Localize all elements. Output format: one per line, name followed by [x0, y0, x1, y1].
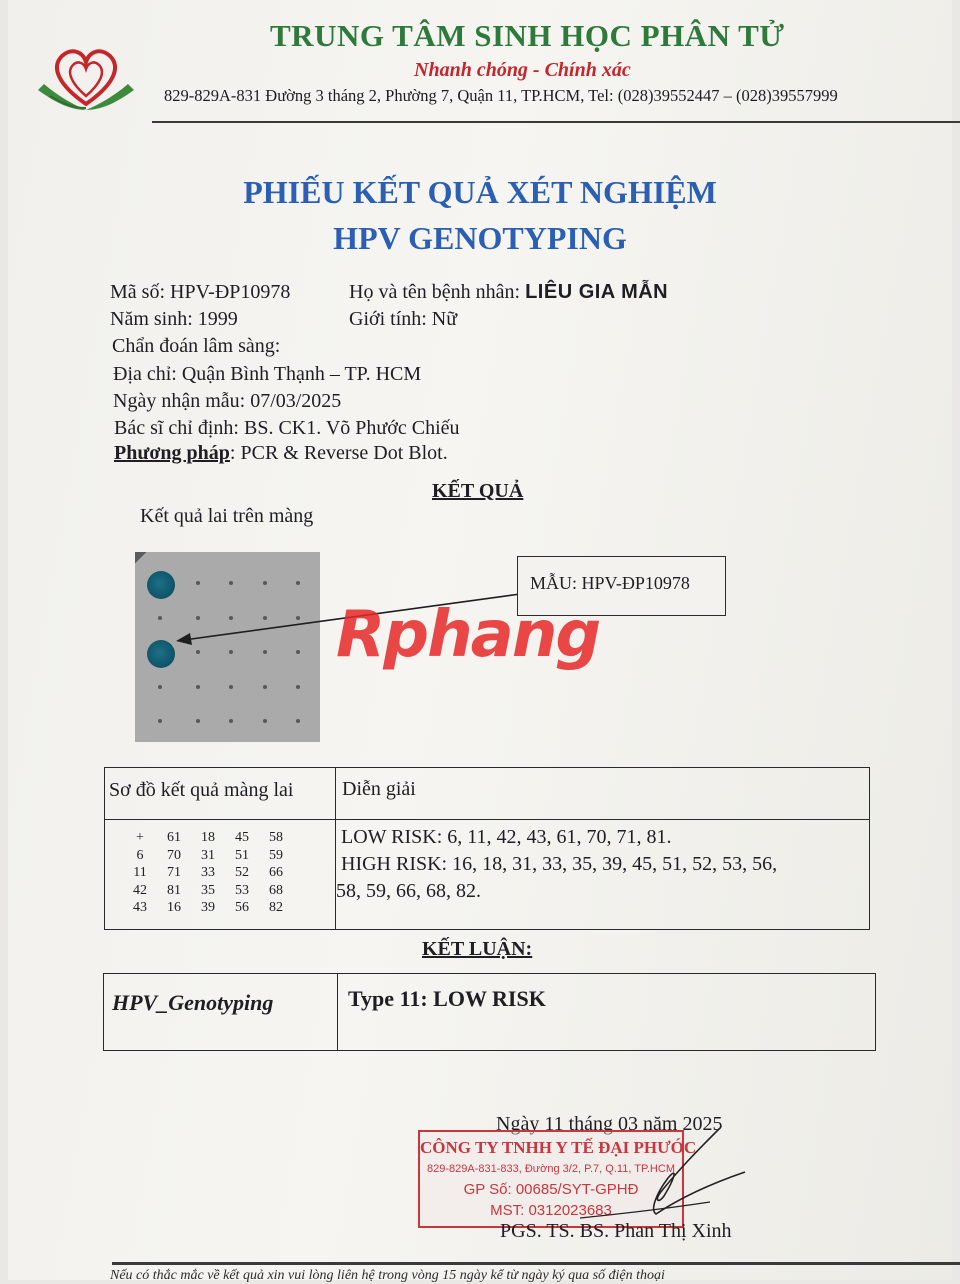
- conclusion-table: [103, 973, 876, 1051]
- grid-cell: 59: [269, 847, 283, 863]
- method-row: [114, 442, 448, 465]
- table-header-cell: [336, 768, 870, 820]
- grid-row: [123, 829, 335, 847]
- patient-address: Địa chỉ: Quận Bình Thạnh – TP. HCM: [113, 363, 422, 385]
- grid-cell: 52: [235, 865, 249, 880]
- grid-cell: +: [136, 830, 144, 845]
- result-table: [104, 767, 870, 930]
- membrane-dot: [263, 581, 267, 585]
- grid-row: [123, 847, 335, 865]
- report-subtitle: HPV GENOTYPING: [333, 220, 627, 256]
- hybridization-grid: [105, 820, 335, 917]
- footer-note: Nếu có thắc mắc về kết quả xin vui lòng liên hệ trong vòng 15 ngày kể từ ngày ký qua số điện thoại: [110, 1268, 665, 1283]
- signer-name: PGS. TS. BS. Phan Thị Xinh: [500, 1220, 732, 1242]
- watermark-text: Rphang: [336, 598, 600, 672]
- grid-cell: 66: [269, 865, 283, 880]
- grid-cell: 6: [136, 847, 144, 863]
- stamp-license: GP Số: 00685/SYT-GPHĐ: [463, 1181, 639, 1198]
- membrane-dot: [263, 685, 267, 689]
- grid-cell: 33: [201, 865, 215, 880]
- membrane-dot: [196, 685, 200, 689]
- conclusion-result: Type 11: LOW RISK: [348, 986, 546, 1011]
- membrane-dot: [296, 650, 300, 654]
- grid-cell: 43: [133, 900, 147, 915]
- received-date: Ngày nhận mẫu: 07/03/2025: [113, 390, 342, 412]
- grid-row: [123, 864, 335, 882]
- header-divider: [152, 121, 960, 123]
- membrane-dot: [229, 650, 233, 654]
- membrane-dot: [196, 719, 200, 723]
- signature-date: Ngày 11 tháng 03 năm 2025: [496, 1113, 723, 1135]
- membrane-corner-mark: [135, 552, 149, 566]
- grid-cell: 45: [235, 830, 249, 845]
- handwritten-signature-icon: [560, 1118, 760, 1228]
- footer-divider: [112, 1262, 960, 1265]
- conclusion-title: KẾT LUẬN:: [422, 938, 533, 960]
- birth-year: Năm sinh: 1999: [110, 308, 238, 330]
- grid-cell: 56: [235, 900, 249, 915]
- membrane-dot: [229, 719, 233, 723]
- sample-label: MẪU: HPV-ĐP10978: [530, 573, 690, 593]
- tagline: Nhanh chóng - Chính xác: [414, 59, 631, 81]
- grid-cell: 71: [167, 865, 181, 880]
- gender: Giới tính: Nữ: [349, 308, 458, 330]
- high-risk-types-line1: HIGH RISK: 16, 18, 31, 33, 35, 39, 45, 51, 52, 53, 56,: [341, 853, 778, 875]
- membrane-dot: [263, 719, 267, 723]
- grid-cell: 39: [201, 900, 215, 915]
- watermark: [336, 598, 599, 672]
- membrane-dot: [158, 719, 162, 723]
- membrane-dot: [296, 719, 300, 723]
- grid-cell: 70: [167, 847, 181, 863]
- low-risk-types: LOW RISK: 6, 11, 42, 43, 61, 70, 71, 81.: [341, 826, 672, 848]
- hybridization-grid-cell: [105, 820, 336, 930]
- grid-cell: 16: [167, 900, 181, 915]
- membrane-caption: Kết quả lai trên màng: [140, 505, 314, 527]
- membrane-dot: [158, 685, 162, 689]
- high-risk-types-line2: 58, 59, 66, 68, 82.: [336, 880, 481, 902]
- ordering-doctor: Bác sĩ chỉ định: BS. CK1. Võ Phước Chiếu: [114, 417, 460, 439]
- grid-cell: 68: [269, 882, 283, 898]
- grid-cell: 82: [269, 900, 283, 915]
- grid-cell: 42: [133, 882, 147, 898]
- conclusion-result-cell: [338, 974, 876, 1051]
- col-diagram-header: Sơ đồ kết quả màng lai: [109, 779, 294, 801]
- center-name: TRUNG TÂM SINH HỌC PHÂN TỬ: [270, 18, 785, 53]
- grid-row: [123, 899, 335, 917]
- clinical-diagnosis: Chẩn đoán lâm sàng:: [112, 335, 281, 357]
- membrane-dot: [229, 685, 233, 689]
- report-title: PHIẾU KẾT QUẢ XÉT NGHIỆM: [243, 174, 717, 210]
- grid-cell: 61: [167, 830, 181, 845]
- grid-cell: 18: [201, 830, 215, 845]
- sample-code: Mã số: HPV-ĐP10978: [110, 281, 291, 303]
- grid-cell: 35: [201, 882, 215, 898]
- stamp-tax-code: MST: 0312023683: [490, 1202, 612, 1219]
- patient-name-value: LIÊU GIA MẪN: [525, 281, 669, 303]
- membrane-dot: [196, 581, 200, 585]
- heart-hands-logo-icon: [32, 38, 140, 118]
- grid-cell: 51: [235, 847, 249, 863]
- membrane-dot: [196, 650, 200, 654]
- membrane-dot: [229, 581, 233, 585]
- membrane-dot: [296, 581, 300, 585]
- method-value: : PCR & Reverse Dot Blot.: [229, 442, 448, 464]
- stamp-address: 829-829A-831-833, Đường 3/2, P.7, Q.11, TP.HCM: [427, 1163, 675, 1175]
- result-title: KẾT QUẢ: [432, 480, 524, 502]
- membrane-dot: [158, 616, 162, 620]
- grid-cell: 31: [201, 847, 215, 863]
- grid-cell: 11: [133, 865, 147, 880]
- patient-name-label: Họ và tên bệnh nhân:: [349, 281, 521, 303]
- grid-cell: 58: [269, 830, 283, 845]
- grid-cell: 81: [167, 882, 181, 898]
- membrane-dot: [296, 685, 300, 689]
- grid-cell: 53: [235, 882, 249, 898]
- grid-row: [123, 882, 335, 900]
- interpretation-text: [336, 820, 869, 905]
- conclusion-test-cell: [104, 974, 338, 1051]
- method-label: Phương pháp: [114, 442, 230, 464]
- col-interpretation-header: Diễn giải: [342, 778, 416, 800]
- table-header-cell: [105, 768, 336, 820]
- center-address: 829-829A-831 Đường 3 tháng 2, Phường 7, Quận 11, TP.HCM, Tel: (028)39552447 – (028)39557999: [164, 86, 838, 105]
- stamp-company-name: CÔNG TY TNHH Y TẾ ĐẠI PHƯỚC: [420, 1138, 697, 1157]
- membrane-dot: [263, 650, 267, 654]
- conclusion-test: HPV_Genotyping: [112, 990, 274, 1015]
- patient-name-row: [349, 281, 668, 304]
- interpretation-cell: [336, 820, 870, 930]
